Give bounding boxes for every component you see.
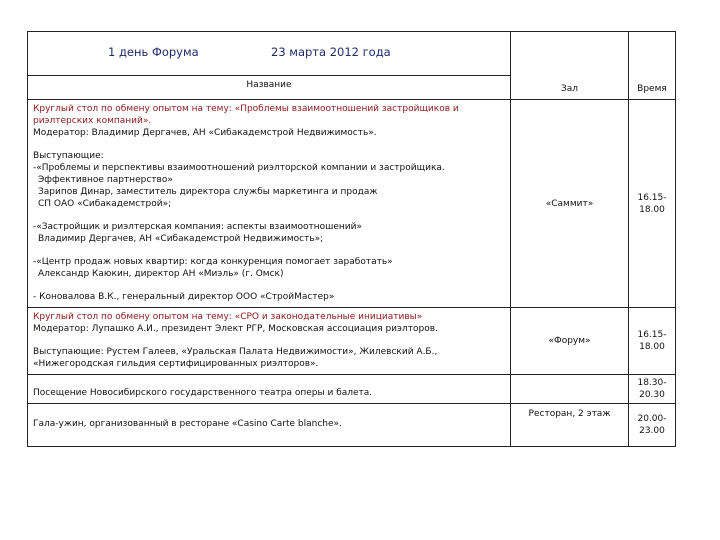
talk-line: Зарипов Динар, заместитель директора службы маркетинга и продаж	[38, 187, 378, 197]
gala-time: 20.00-23.00	[629, 404, 676, 447]
session-2-speakers: Выступающие: Рустем Галеев, «Уральская Палата Недвижимости», Жилевский А.Б., «Нижегородская гильдия сертифицированных риэлторов».	[33, 347, 438, 369]
talk-line: Александр Каюкин, директор АН «Миэль» (г. Омск)	[38, 269, 284, 279]
schedule-table	[27, 31, 676, 447]
gala-dinner: Гала-ужин, организованный в ресторане «Casino Carte blanche».	[28, 404, 511, 447]
header-row-top	[28, 32, 676, 76]
session-2-hall: «Форум»	[511, 308, 629, 375]
session-1-speakers-label: Выступающие:	[33, 151, 104, 161]
theatre-time: 18.30-20.30	[629, 375, 676, 404]
talk-line: - Коновалова В.К., генеральный директор ООО «СтройМастер»	[33, 292, 335, 302]
table-row	[28, 375, 676, 404]
session-2-moderator: Модератор: Лупашко А.И., президент Элект РГР, Московская ассоциация риэлторов.	[33, 324, 438, 334]
day-date-cell	[28, 32, 511, 76]
gala-hall: Ресторан, 2 этаж	[511, 404, 629, 447]
talk-line: -«Застройщик и риэлтерская компания: аспекты взаимоотношений»	[33, 222, 363, 232]
session-1-moderator: Модератор: Владимир Дергачев, АН «Сибакадемстрой Недвижимость».	[33, 128, 377, 138]
time-header: Время	[629, 32, 676, 100]
table-row	[28, 404, 676, 447]
talk-line: СП ОАО «Сибакадемстрой»;	[38, 199, 172, 209]
talk-line: Владимир Дергачев, АН «Сибакадемстрой Недвижимость»;	[38, 234, 324, 244]
talk-line: -«Проблемы и перспективы взаимоотношений риэлторской компании и застройщика.	[33, 163, 445, 173]
table-row	[28, 100, 676, 308]
session-1-cell	[28, 100, 511, 308]
name-header: Название	[28, 76, 511, 100]
session-2-time: 16.15-18.00	[629, 308, 676, 375]
talk-line: -«Центр продаж новых квартир: когда конкуренция помогает заработать»	[33, 257, 393, 267]
talk-line: Эффективное партнерство»	[38, 175, 173, 185]
forum-day: 1 день Форума	[108, 45, 199, 59]
forum-date: 23 марта 2012 года	[271, 45, 391, 59]
session-2-cell	[28, 308, 511, 375]
table-row	[28, 308, 676, 375]
theatre-visit: Посещение Новосибирского государственного театра оперы и балета.	[28, 375, 511, 404]
hall-header: Зал	[511, 32, 629, 100]
session-2-title: Круглый стол по обмену опытом на тему: «СРО и законодательные инициативы»	[33, 312, 423, 322]
session-1-hall: «Саммит»	[511, 100, 629, 308]
session-1-time: 16.15-18.00	[629, 100, 676, 308]
theatre-hall	[511, 375, 629, 404]
session-1-title: Круглый стол по обмену опытом на тему: «Проблемы взаимоотношений застройщиков и риэлтерских компаний».	[33, 104, 459, 126]
